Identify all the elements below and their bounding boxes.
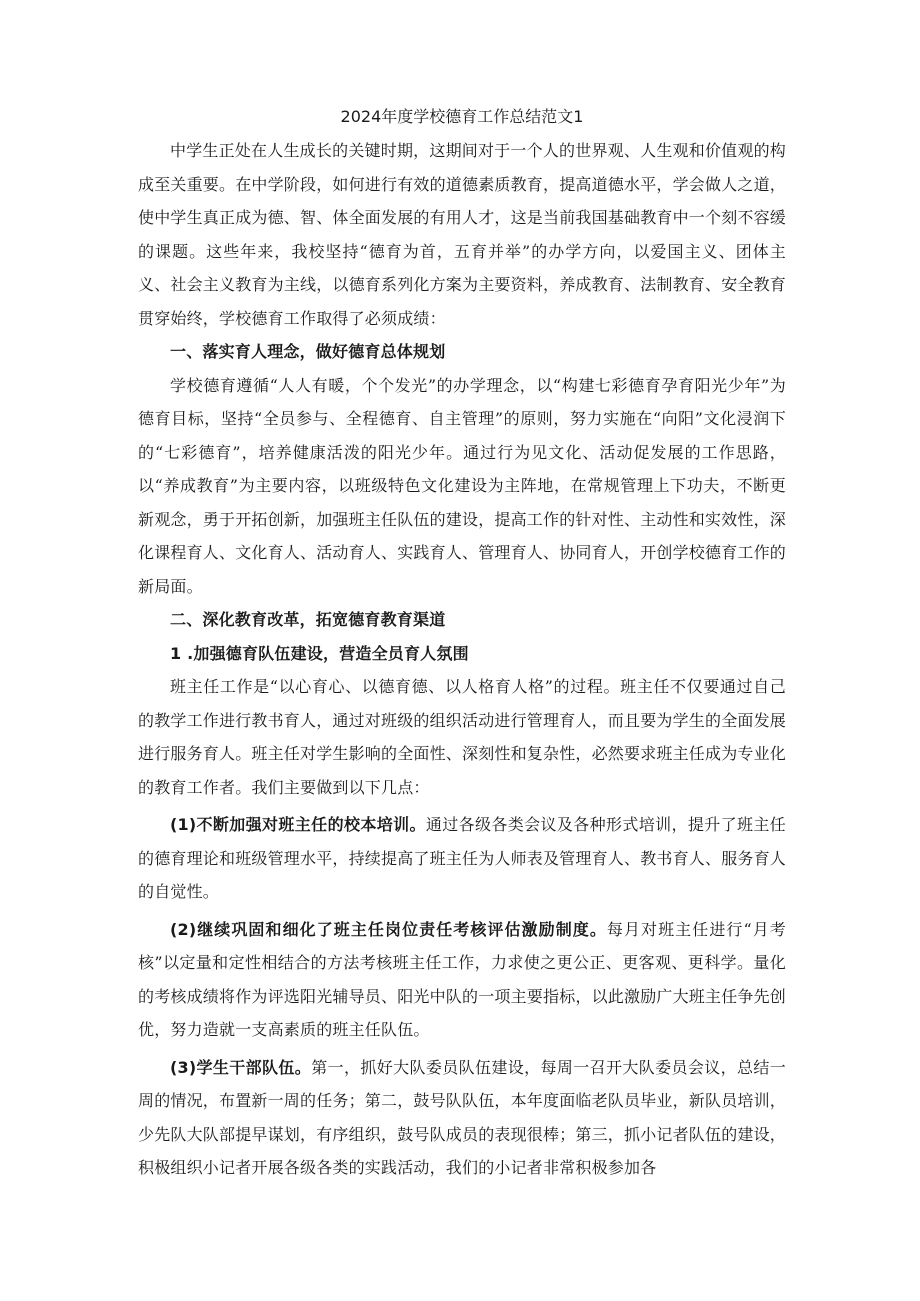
list-item-3-lead: (3)学生干部队伍。 (170, 1057, 312, 1077)
document-title: 2024年度学校德育工作总结范文1 (340, 107, 584, 126)
document-page (138, 100, 786, 1185)
list-item-3-body: 第一，抓好大队委员队伍建设，每周一召开大队委员会议，总结一周的情况，布置新一周的任务；第二，鼓号队队伍，本年度面临老队员毕业，新队员培训，少先队大队部提早谋划，有序组织，鼓号队成员的表现很棒；第三，抓小记者队伍的建设，积极组织小记者开展各级各类的实践活动，我们的小记者非常积极参加各 (138, 1057, 787, 1177)
section-heading-2: 二、深化教育改革，拓宽德育教育渠道 (170, 610, 446, 629)
intro-paragraph: 中学生正处在人生成长的关键时期，这期间对于一个人的世界观、人生观和价值观的构成至关重要。在中学阶段，如何进行有效的道德素质教育，提高道德水平，学会做人之道，使中学生真正成为德、智、体全面发展的有用人才，这是当前我国基础教育中一个刻不容缓的课题。这些年来，我校坚持“德育为首，五育并举”的办学方向，以爱国主义、团体主义、社会主义教育为主线，以德育系列化方案为主要资料，养成教育、法制教育、安全教育贯穿始终，学校德育工作取得了必须成绩： (138, 141, 787, 328)
subsection-1-paragraph: 班主任工作是“以心育心、以德育德、以人格育人格”的过程。班主任不仅要通过自己的教学工作进行教书育人，通过对班级的组织活动进行管理育人，而且要为学生的全面发展进行服务育人。班主任对学生影响的全面性、深刻性和复杂性，必然要求班主任成为专业化的教育工作者。我们主要做到以下几点： (138, 677, 787, 797)
list-item-2-lead: (2)继续巩固和细化了班主任岗位责任考核评估激励制度。 (170, 919, 607, 939)
list-item-1-body: 通过各级各类会议及各种形式培训，提升了班主任的德育理论和班级管理水平，持续提高了班主任为人师表及管理育人、教书育人、服务育人的自觉性。 (138, 815, 787, 901)
section-heading-1: 一、落实育人理念，做好德育总体规划 (170, 342, 446, 361)
list-item-1 (138, 808, 786, 909)
list-item-1-lead: (1)不断加强对班主任的校本培训。 (170, 815, 426, 834)
list-item-2-body: 每月对班主任进行“月考核”以定量和定性相结合的方法考核班主任工作，力求使之更公正、更客观、更科学。量化的考核成绩将作为评选阳光辅导员、阳光中队的一项主要指标，以此激励广大班主任争先创优，努力造就一支高素质的班主任队伍。 (138, 919, 787, 1039)
list-item-3 (138, 1051, 786, 1185)
subsection-heading-1: 1 .加强德育队伍建设，营造全员育人氛围 (170, 643, 469, 663)
list-item-2 (138, 913, 786, 1047)
section-1-paragraph: 学校德育遵循“人人有暖，个个发光”的办学理念，以“构建七彩德育孕育阳光少年”为德育目标，坚持“全员参与、全程德育、自主管理”的原则，努力实施在“向阳”文化浸润下的“七彩德育”，培养健康活泼的阳光少年。通过行为见文化、活动促发展的工作思路，以“养成教育”为主要内容，以班级特色文化建设为主阵地，在常规管理上下功夫，不断更新观念，勇于开拓创新，加强班主任队伍的建设，提高工作的针对性、主动性和实效性，深化课程育人、文化育人、活动育人、实践育人、管理育人、协同育人，开创学校德育工作的新局面。 (138, 375, 787, 596)
